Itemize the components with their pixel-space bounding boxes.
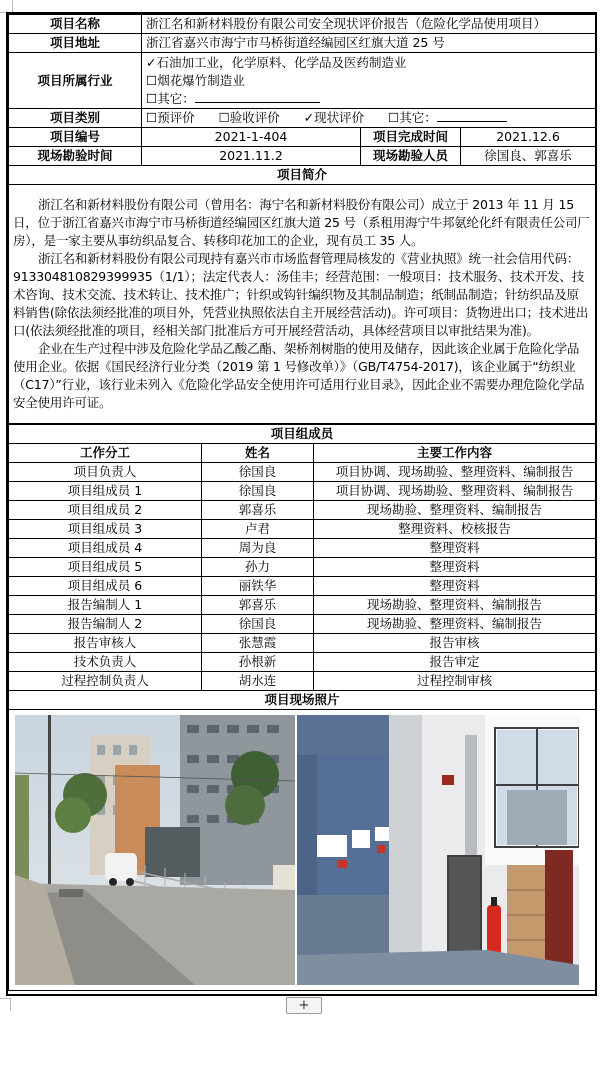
member-role[interactable]: 项目组成员 2	[9, 501, 202, 520]
intro-paragraph: 企业在生产过程中涉及危险化学品乙酸乙酯、架桥剂树脂的使用及储存，因此该企业属于危险化学品使用企业。依据《国民经济行业分类（2019 第 1 号修改单）》（GB/T4754-2017)，该企业属于“纺织业（C17）”行业，该行业未列入《危险化学品安全使用许可适用行业目录》，因此企业不需要办理危险化学品安全使用许可证。	[13, 341, 585, 410]
member-name[interactable]: 胡水连	[202, 672, 314, 691]
member-duties[interactable]: 现场勘验、整理资料、编制报告	[314, 596, 596, 615]
member-role[interactable]: 项目组成员 5	[9, 558, 202, 577]
member-duties[interactable]: 现场勘验、整理资料、编制报告	[314, 615, 596, 634]
unchecked-box-icon: ☐	[146, 90, 158, 106]
member-duties[interactable]: 整理资料	[314, 558, 596, 577]
industry-label: 项目所属行业	[9, 53, 142, 109]
industry-option-other[interactable]: ☐其它：	[146, 90, 591, 108]
intro-paragraph: 浙江名和新材料股份有限公司（曾用名：海宁名和新材料股份有限公司）成立于 2013 年 11 月 15 日，位于浙江省嘉兴市海宁市马桥街道经编园区红旗大道 25 号（系租用海宁牛邦氨纶化纤有限责任公司厂房），是一家主要从事纺织品复合、转移印花加工的企业，现有员工 35 人。	[13, 197, 590, 248]
member-name[interactable]: 张慧霞	[202, 634, 314, 653]
project-address-label: 项目地址	[9, 34, 142, 53]
member-name[interactable]: 徐国良	[202, 463, 314, 482]
table-row	[9, 463, 596, 482]
add-row-button[interactable]: +	[286, 997, 322, 1014]
member-duties[interactable]: 整理资料、校核报告	[314, 520, 596, 539]
member-role[interactable]: 项目组成员 6	[9, 577, 202, 596]
intro-section-title: 项目简介	[9, 166, 596, 185]
member-duties[interactable]: 整理资料	[314, 539, 596, 558]
other-category-blank[interactable]	[437, 109, 507, 122]
member-role[interactable]: 项目负责人	[9, 463, 202, 482]
member-duties[interactable]: 报告审核	[314, 634, 596, 653]
finish-time-label: 项目完成时间	[361, 128, 461, 147]
member-name[interactable]: 孙力	[202, 558, 314, 577]
checked-box-icon: ✓	[303, 110, 315, 125]
unchecked-box-icon: ☐	[146, 72, 158, 88]
table-row	[9, 539, 596, 558]
member-role[interactable]: 报告审核人	[9, 634, 202, 653]
table-row	[9, 596, 596, 615]
member-role[interactable]: 项目组成员 1	[9, 482, 202, 501]
member-name[interactable]: 孙根新	[202, 653, 314, 672]
member-role[interactable]: 报告编制人 2	[9, 615, 202, 634]
table-row	[9, 615, 596, 634]
member-name[interactable]: 徐国良	[202, 482, 314, 501]
member-name[interactable]: 周为良	[202, 539, 314, 558]
column-header-role: 工作分工	[9, 444, 202, 463]
project-sheet	[6, 12, 597, 996]
intro-paragraph: 浙江名和新材料股份有限公司现持有嘉兴市市场监督管理局核发的《营业执照》统一社会信用代码：913304810829399935（1/1）；法定代表人：汤佳丰；经营范围：一般项目：技术服务、技术开发、技术咨询、技术交流、技术转让、技术推广；针织或钩针编织物及其制品制造；纸制品制造；针纺织品及原料销售(除依法须经批准的项目外，凭营业执照依法自主开展经营活动)。许可项目：货物进出口；技术进出口(依法须经批准的项目，经相关部门批准后方可开展经营活动，具体经营项目以审批结果为准)。	[13, 251, 589, 338]
category-option-other[interactable]: ☐其它：	[388, 110, 507, 125]
table-row	[9, 482, 596, 501]
site-photo-gate[interactable]	[15, 715, 295, 985]
table-row	[9, 577, 596, 596]
industry-option-petrochemical[interactable]: ✓石油加工业，化学原料、化学品及医药制造业	[146, 54, 407, 70]
surveyors-label: 现场勘验人员	[361, 147, 461, 166]
member-name[interactable]: 郭喜乐	[202, 596, 314, 615]
member-name[interactable]: 卢君	[202, 520, 314, 539]
member-name[interactable]: 徐国良	[202, 615, 314, 634]
column-header-name: 姓名	[202, 444, 314, 463]
table-row	[9, 501, 596, 520]
member-duties[interactable]: 现场勘验、整理资料、编制报告	[314, 501, 596, 520]
checked-box-icon: ✓	[146, 54, 157, 70]
unchecked-box-icon: ☐	[146, 110, 158, 125]
survey-time-value[interactable]: 2021.11.2	[142, 147, 361, 166]
category-options	[142, 109, 596, 128]
category-label: 项目类别	[9, 109, 142, 128]
project-number-label: 项目编号	[9, 128, 142, 147]
unchecked-box-icon: ☐	[388, 110, 400, 125]
member-duties[interactable]: 报告审定	[314, 653, 596, 672]
surveyors-value[interactable]: 徐国良、郭喜乐	[461, 147, 596, 166]
table-row	[9, 672, 596, 691]
photos-section-title: 项目现场照片	[9, 691, 596, 710]
industry-options	[142, 53, 596, 109]
category-option-acceptance[interactable]: ☐验收评价	[218, 110, 280, 125]
member-name[interactable]: 郭喜乐	[202, 501, 314, 520]
member-duties[interactable]: 项目协调、现场勘验、整理资料、编制报告	[314, 463, 596, 482]
category-option-pre[interactable]: ☐预评价	[146, 110, 195, 125]
table-row	[9, 634, 596, 653]
member-role[interactable]: 项目组成员 4	[9, 539, 202, 558]
member-role[interactable]: 报告编制人 1	[9, 596, 202, 615]
intro-text[interactable]	[9, 185, 596, 424]
survey-time-label: 现场勘验时间	[9, 147, 142, 166]
member-rows	[9, 463, 596, 691]
other-industry-blank[interactable]	[195, 90, 320, 103]
category-option-current[interactable]: ✓现状评价	[303, 110, 365, 125]
members-section-title: 项目组成员	[9, 425, 596, 444]
unchecked-box-icon: ☐	[218, 110, 230, 125]
project-number-value[interactable]: 2021-1-404	[142, 128, 361, 147]
project-name-label: 项目名称	[9, 15, 142, 34]
members-table	[8, 424, 596, 991]
table-row	[9, 558, 596, 577]
project-info-table	[8, 14, 596, 424]
member-name[interactable]: 丽铁华	[202, 577, 314, 596]
photos-cell	[9, 710, 596, 991]
project-address-value[interactable]: 浙江省嘉兴市海宁市马桥街道经编园区红旗大道 25 号	[142, 34, 596, 53]
finish-time-value[interactable]: 2021.12.6	[461, 128, 596, 147]
column-header-duties: 主要工作内容	[314, 444, 596, 463]
member-duties[interactable]: 整理资料	[314, 577, 596, 596]
site-photo-chemical-room[interactable]	[297, 715, 579, 985]
cell-corner-marker	[0, 998, 11, 1011]
member-role[interactable]: 过程控制负责人	[9, 672, 202, 691]
member-role[interactable]: 技术负责人	[9, 653, 202, 672]
member-role[interactable]: 项目组成员 3	[9, 520, 202, 539]
table-row	[9, 520, 596, 539]
member-duties[interactable]: 项目协调、现场勘验、整理资料、编制报告	[314, 482, 596, 501]
industry-option-fireworks[interactable]: ☐烟花爆竹制造业	[146, 72, 245, 88]
member-duties[interactable]: 过程控制审核	[314, 672, 596, 691]
table-row	[9, 653, 596, 672]
project-name-value[interactable]: 浙江名和新材料股份有限公司安全现状评价报告（危险化学品使用项目）	[142, 15, 596, 34]
